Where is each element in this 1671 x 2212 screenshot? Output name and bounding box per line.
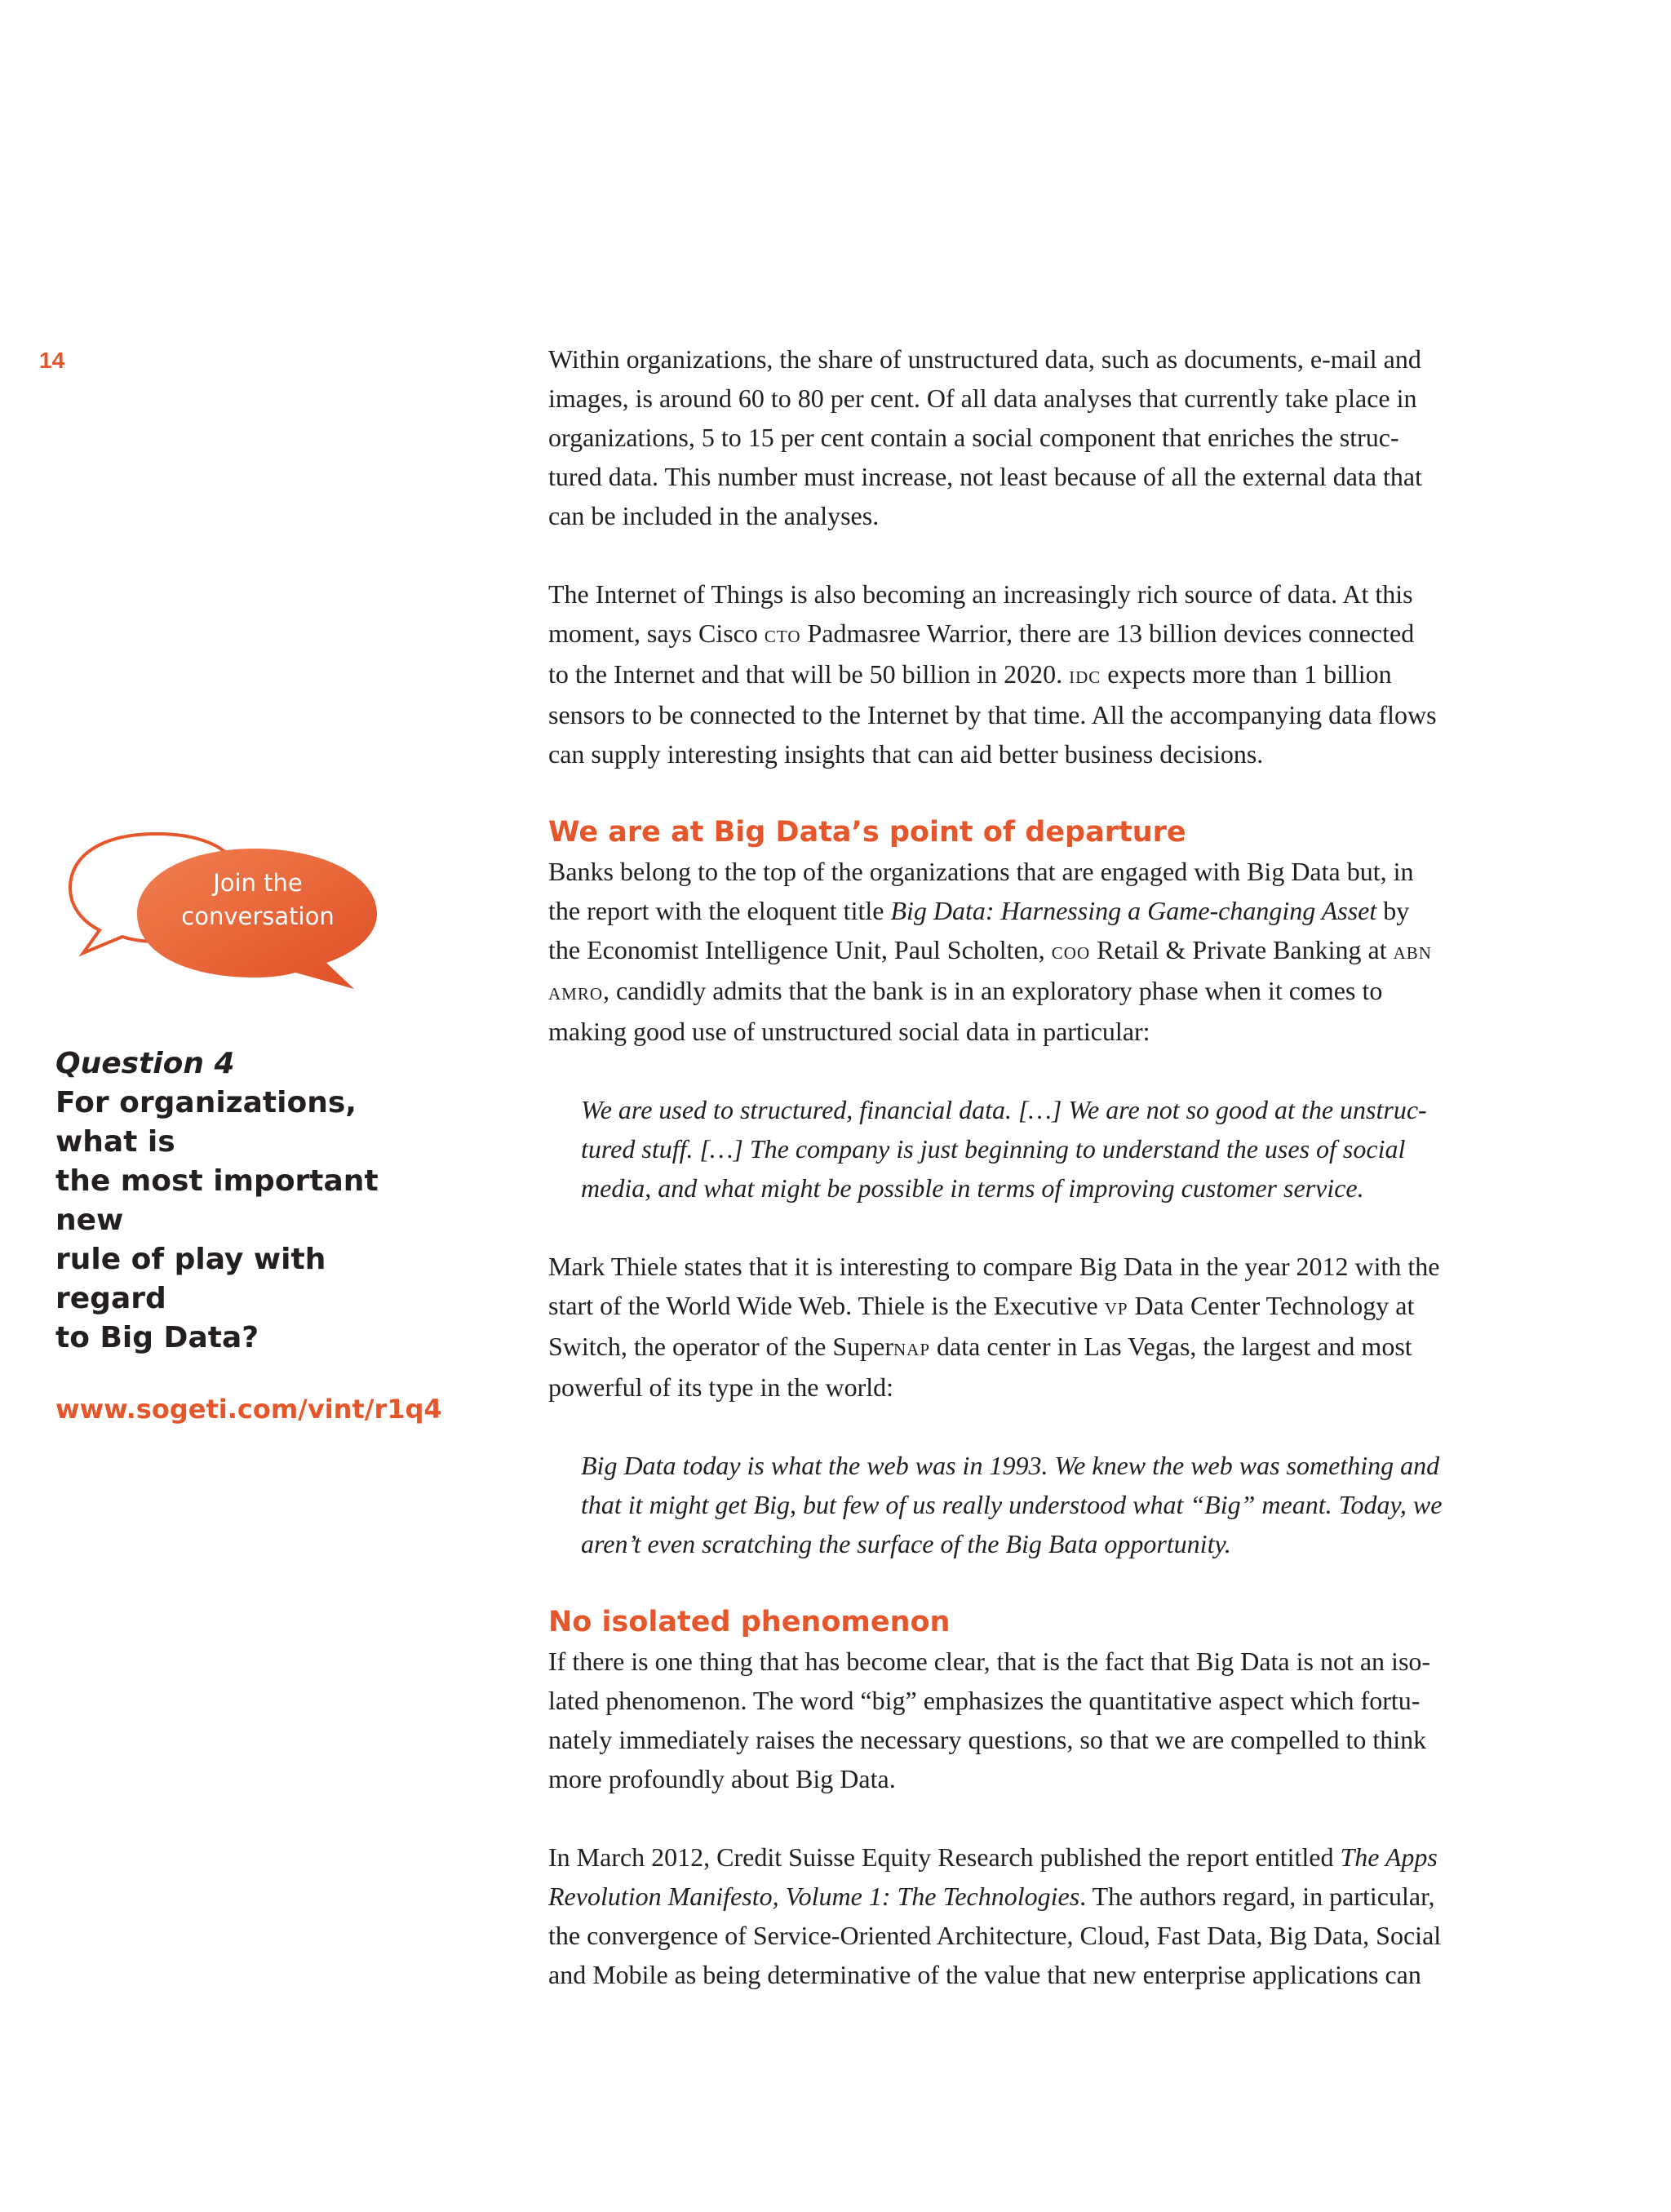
text-line: amro, candidly admits that the bank is in an exploratory phase when it comes to [548,976,1383,1005]
text-line: to the Internet and that will be 50 billion in 2020. idc expects more than 1 billion [548,659,1392,689]
text-line: nately immediately raises the necessary questions, so that we are compelled to think [548,1725,1427,1754]
text-line: can be included in the analyses. [548,501,880,530]
text-line: The Internet of Things is also becoming an increasingly rich source of data. At this [548,579,1413,609]
section-heading: No isolated phenomenon [548,1606,951,1638]
text-line: that it might get Big, but few of us really understood what “Big” meant. Today, we [581,1490,1443,1519]
report-title: Revolution Manifesto, Volume 1: The Technologies [548,1882,1080,1911]
report-title: Big Data: Harnessing a Game-changing Asset [890,896,1377,925]
text-line: Banks belong to the top of the organizations that are engaged with Big Data but, in [548,857,1414,886]
question-line: to Big Data? [55,1321,259,1354]
acronym: nap [893,1335,931,1361]
acronym: cto [764,622,801,648]
block-quote [548,1446,1552,1563]
text-line: media, and what might be possible in terms of improving customer service. [581,1173,1364,1203]
acronym: amro [548,979,604,1005]
text-line: Big Data today is what the web was in 1993. We knew the web was something and [581,1451,1440,1480]
block-quote [548,1090,1552,1208]
acronym: vp [1104,1294,1128,1320]
text-line: can supply interesting insights that can aid better business decisions. [548,739,1264,769]
paragraph [548,339,1552,535]
question-title: Question 4 [55,1047,235,1080]
text-line: aren’t even scratching the surface of the Big Bata opportunity. [581,1529,1231,1558]
text-line: lated phenomenon. The word “big” emphasizes the quantitative aspect which fortu- [548,1686,1421,1715]
text-line: start of the World Wide Web. Thiele is the Executive vp Data Center Technology at [548,1291,1415,1320]
page-number: 14 [39,348,65,373]
question-line: For organizations, what is [55,1086,357,1159]
text-line: images, is around 60 to 80 per cent. Of all data analyses that currently take place in [548,383,1417,413]
text-line: We are used to structured, financial data. […] We are not so good at the unstruc- [581,1095,1427,1124]
bubble-line-1: Join the [213,869,303,897]
text-line: more profoundly about Big Data. [548,1764,896,1793]
text-line: Switch, the operator of the Supernap data center in Las Vegas, the largest and most [548,1332,1412,1361]
text-line: Revolution Manifesto, Volume 1: The Technologies. The authors regard, in particular, [548,1882,1435,1911]
question-line: rule of play with regard [55,1243,326,1315]
text-line: and Mobile as being determinative of the value that new enterprise applications can [548,1960,1421,1989]
sidebar-question [55,1044,442,1425]
acronym: abn [1393,938,1432,964]
report-title: The Apps [1340,1842,1438,1872]
text-line: sensors to be connected to the Internet by that time. All the accompanying data flows [548,700,1437,729]
question-link[interactable]: www.sogeti.com/vint/r1q4 [55,1394,442,1425]
text-line: In March 2012, Credit Suisse Equity Research published the report entitled The Apps [548,1842,1438,1872]
acronym: coo [1051,938,1091,964]
text-line: the report with the eloquent title Big Data: Harnessing a Game-changing Asset by [548,896,1410,925]
text-line: Within organizations, the share of unstructured data, such as documents, e-mail and [548,344,1421,374]
text-line: tured data. This number must increase, not least because of all the external data that [548,462,1423,491]
paragraph [548,574,1552,774]
text-line: the Economist Intelligence Unit, Paul Scholten, coo Retail & Private Banking at abn [548,935,1432,964]
text-line: If there is one thing that has become clear, that is the fact that Big Data is not an iso- [548,1647,1431,1676]
text-line: Mark Thiele states that it is interesting to compare Big Data in the year 2012 with the [548,1252,1440,1281]
question-line: the most important new [55,1164,379,1237]
text-line: powerful of its type in the world: [548,1372,894,1402]
text-line: moment, says Cisco cto Padmasree Warrior, there are 13 billion devices connected [548,618,1415,648]
join-conversation-button[interactable] [144,867,372,933]
text-line: tured stuff. […] The company is just beginning to understand the uses of social [581,1134,1406,1164]
text-line: the convergence of Service-Oriented Architecture, Cloud, Fast Data, Big Data, Social [548,1921,1442,1950]
section-heading: We are at Big Data’s point of departure [548,816,1186,849]
acronym: idc [1069,663,1101,689]
paragraph [548,1642,1552,1798]
paragraph [548,1247,1552,1407]
bubble-line-2: conversation [181,902,335,930]
paragraph [548,852,1552,1051]
main-text [548,339,1552,2033]
paragraph [548,1837,1552,1994]
text-line: organizations, 5 to 15 per cent contain a social component that enriches the struc- [548,423,1399,452]
text-line: making good use of unstructured social data in particular: [548,1017,1150,1046]
